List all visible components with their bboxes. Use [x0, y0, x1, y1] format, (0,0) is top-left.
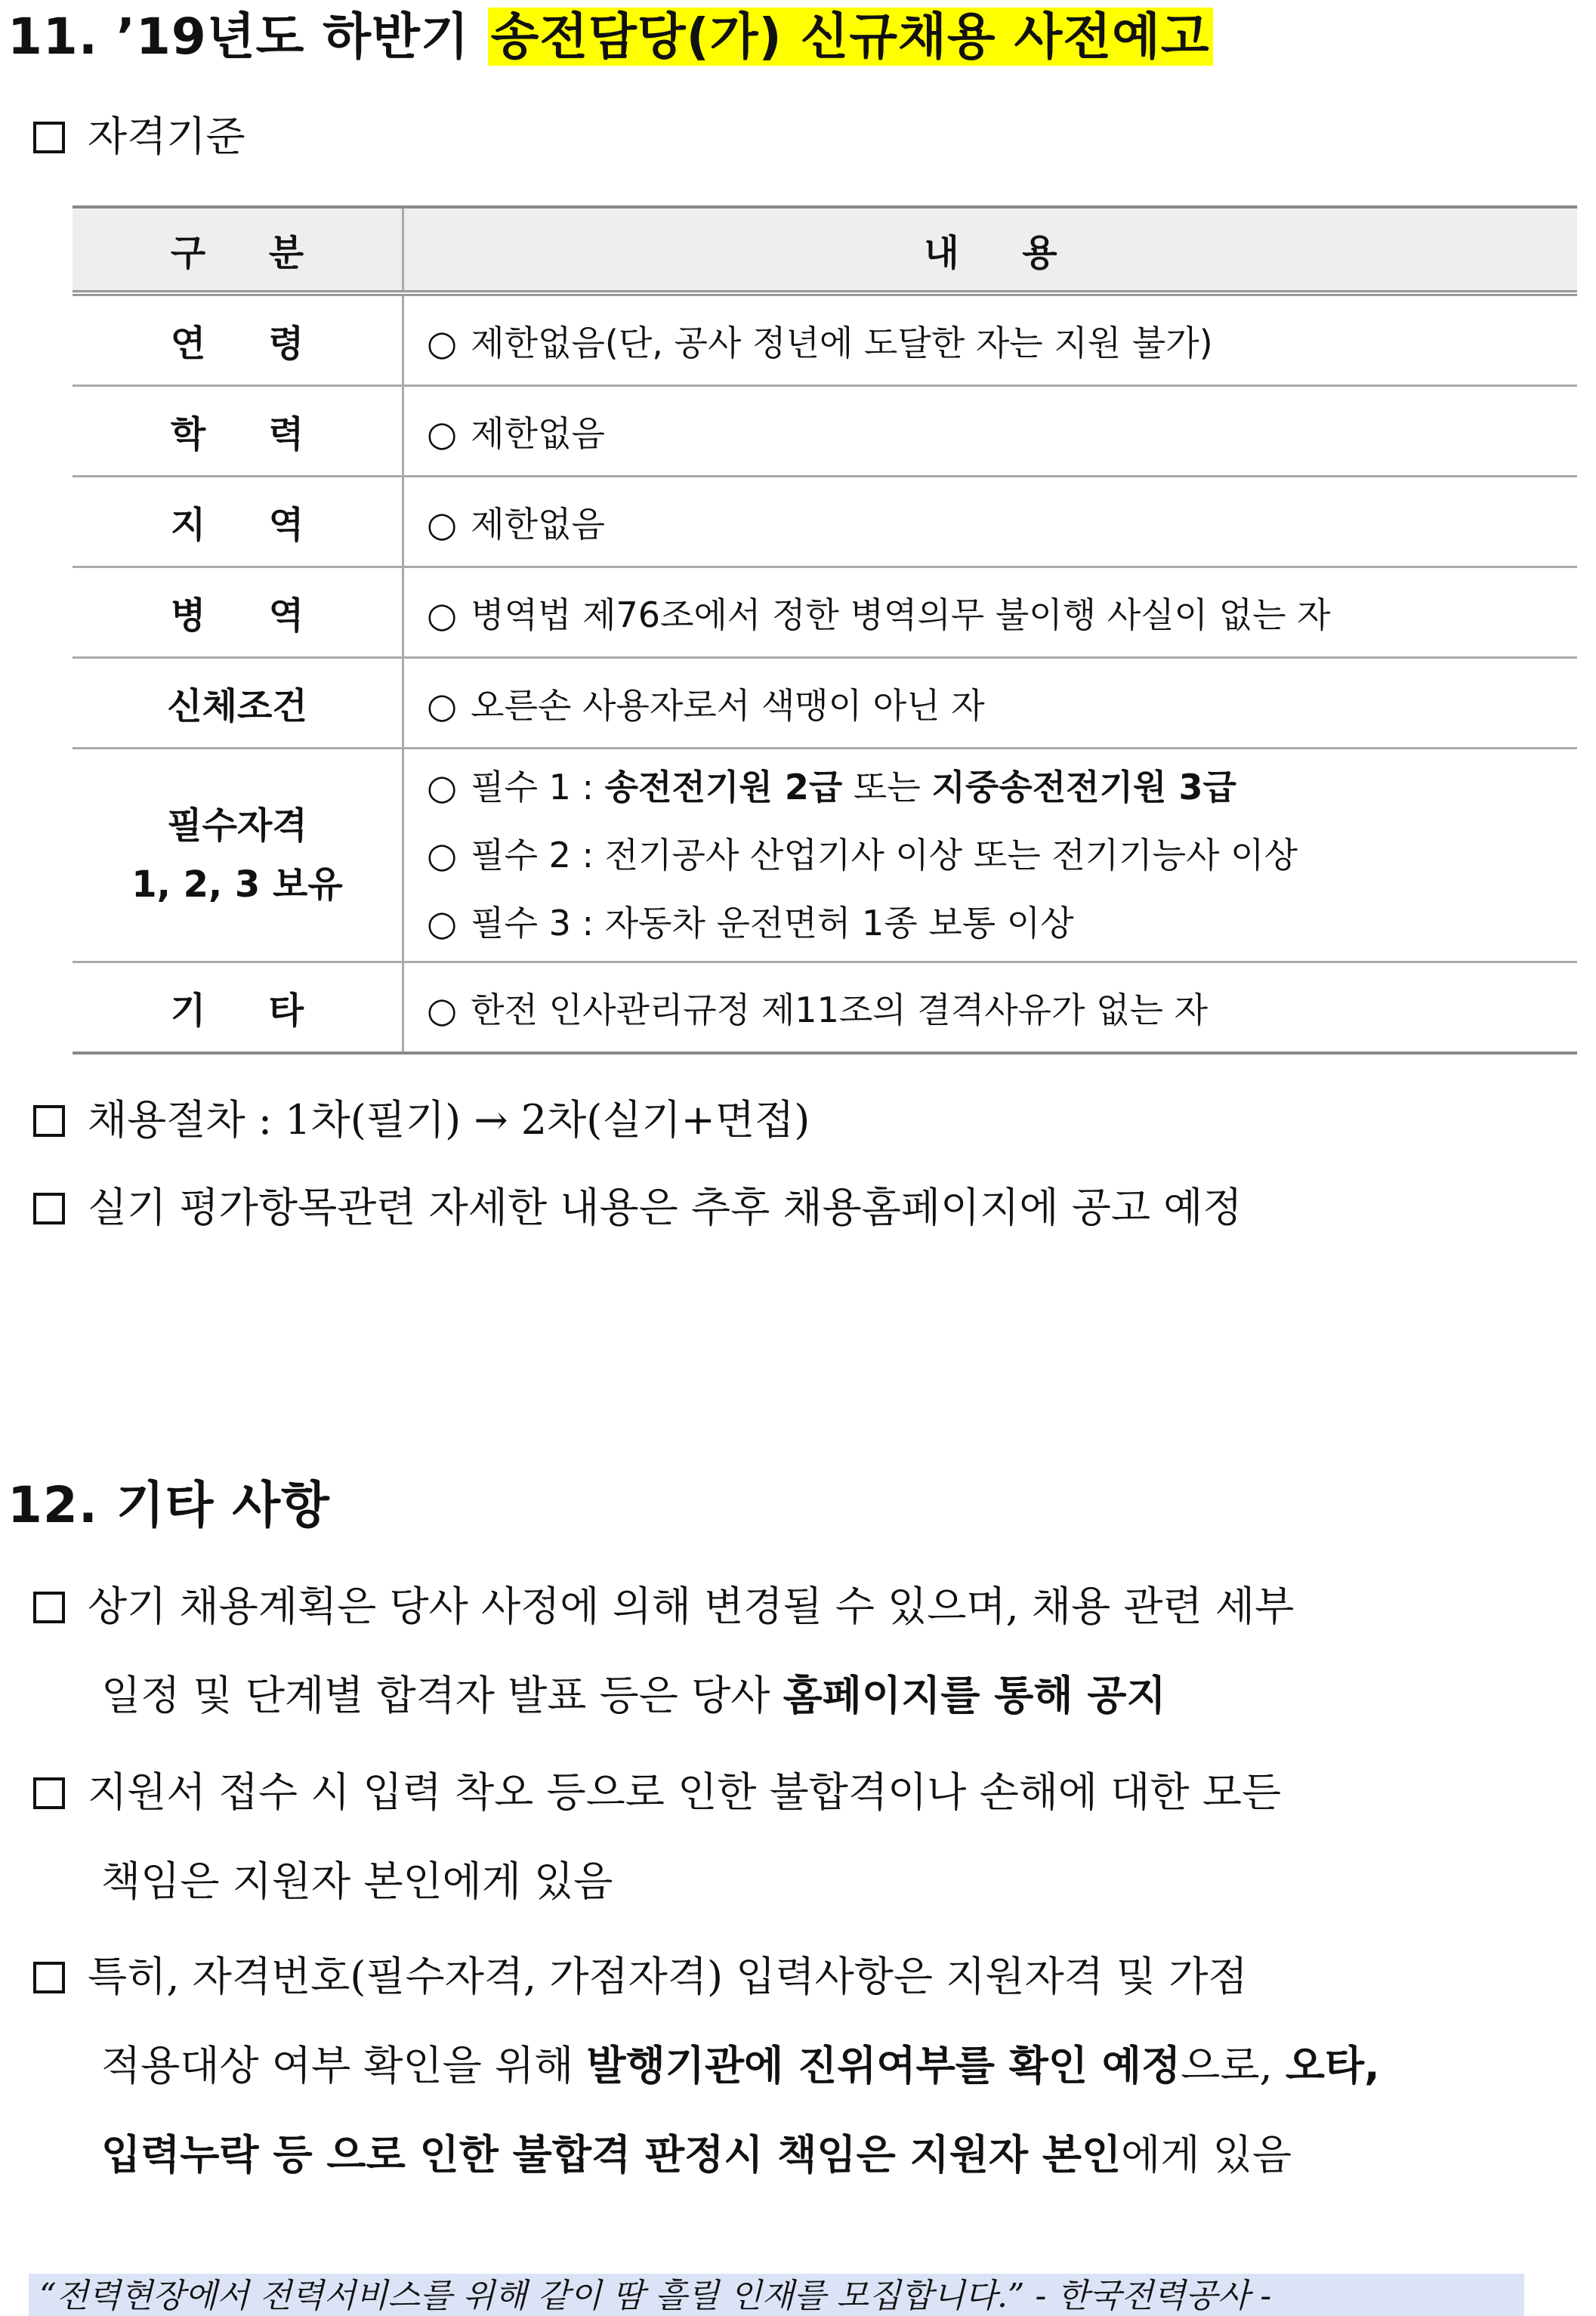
- row-text-etc: 한전 인사관리규정 제11조의 결격사유가 없는 자: [471, 989, 1209, 1030]
- row-text-physical: 오른손 사용자로서 색맹이 아닌 자: [471, 684, 985, 726]
- circle-bullet-icon: ○: [427, 767, 458, 808]
- row-text-age: 제한없음(단, 공사 정년에 도달한 자는 지원 불가): [471, 322, 1213, 363]
- circle-bullet-icon: ○: [427, 903, 458, 943]
- circle-bullet-icon: ○: [427, 412, 458, 454]
- section-11-title: [8, 8, 1213, 66]
- row-text-military: 병역법 제76조에서 정한 병역의무 불이행 사실이 없는 자: [471, 594, 1331, 635]
- footer-slogan: “전력현장에서 전력서비스를 위해 같이 땀 흘릴 인재를 모집합니다.” - 한국전력공사 -: [29, 2274, 1524, 2316]
- table-row: [73, 567, 1577, 658]
- table-header-row: [73, 207, 1577, 293]
- etc-item-2-line-1: 지원서 접수 시 입력 착오 등으로 인한 불합격이나 손해에 대한 모든: [88, 1768, 1282, 1816]
- checkbox-square-icon: [33, 1193, 65, 1224]
- row-text-education: 제한없음: [471, 412, 605, 454]
- section-11-number: 11.: [8, 8, 98, 66]
- practical-line: [33, 1163, 1574, 1252]
- circle-bullet-icon: ○: [427, 322, 458, 363]
- etc-item-1: [33, 1562, 1574, 1651]
- required-item-1: ○ 필수 1 : 송전전기원 2급 또는 지중송전전기원 3급: [427, 767, 1236, 808]
- checkbox-square-icon: [33, 1105, 65, 1137]
- table-row: [73, 386, 1577, 477]
- circle-bullet-icon: ○: [427, 594, 458, 635]
- checkbox-square-icon: [33, 1592, 65, 1623]
- row-label-age: 연 령: [73, 293, 403, 386]
- responsibility-bold: 입력누락 등 으로 인한 불합격 판정시 책임은 지원자 본인: [101, 2131, 1122, 2179]
- etc-item-3: [33, 1932, 1574, 2021]
- row-label-military: 병 역: [73, 567, 403, 658]
- criteria-heading: [33, 92, 1574, 181]
- table-row: [73, 749, 1577, 962]
- required-item-2: ○ 필수 2 : 전기공사 산업기사 이상 또는 전기기능사 이상: [427, 835, 1298, 875]
- row-label-required-1: 필수자격: [167, 804, 307, 847]
- circle-bullet-icon: ○: [427, 835, 458, 875]
- table-row: [73, 962, 1577, 1054]
- row-label-required-2: 1, 2, 3 보유: [131, 863, 343, 906]
- row-label-education: 학 력: [73, 386, 403, 477]
- section-11-highlighted-title: 송전담당(가) 신규채용 사전예고: [488, 8, 1213, 66]
- table-row: [73, 293, 1577, 386]
- etc-item-2-line-2: 책임은 지원자 본인에게 있음: [101, 1857, 613, 1905]
- circle-bullet-icon: ○: [427, 684, 458, 726]
- required-1-bold-a: 송전전기원 2급: [604, 767, 843, 808]
- criteria-label: 자격기준: [88, 113, 245, 160]
- etc-item-1-line-1: 상기 채용계획은 당사 사정에 의해 변경될 수 있으며, 채용 관련 세부: [88, 1583, 1295, 1630]
- homepage-notice-bold: 홈페이지를 통해 공지: [783, 1672, 1166, 1719]
- etc-item-3-line-2: 적용대상 여부 확인을 위해 발행기관에 진위여부를 확인 예정으로, 오타,: [101, 2042, 1380, 2089]
- header-category: 구 분: [73, 207, 403, 293]
- row-label-region: 지 역: [73, 477, 403, 567]
- required-1-bold-b: 지중송전전기원 3급: [931, 767, 1236, 808]
- typo-bold: 오타,: [1285, 2042, 1380, 2089]
- etc-item-3-line-3: 입력누락 등 으로 인한 불합격 판정시 책임은 지원자 본인에게 있음: [101, 2131, 1292, 2179]
- procedure-line: [33, 1076, 1574, 1165]
- section-12-title: 12. 기타 사항: [8, 1476, 330, 1534]
- etc-item-1-line-2: 일정 및 단계별 합격자 발표 등은 당사 홈페이지를 통해 공지: [101, 1672, 1166, 1719]
- checkbox-square-icon: [33, 122, 65, 153]
- checkbox-square-icon: [33, 1777, 65, 1809]
- table-row: [73, 477, 1577, 567]
- procedure-text: 채용절차 : 1차(필기) → 2차(실기+면접): [88, 1096, 810, 1144]
- row-label-physical: 신체조건: [73, 658, 403, 749]
- row-label-etc: 기 타: [73, 962, 403, 1054]
- section-11-title-prefix: ’19년도 하반기: [116, 8, 470, 66]
- circle-bullet-icon: ○: [427, 503, 458, 545]
- required-item-3: ○ 필수 3 : 자동차 운전면허 1종 보통 이상: [427, 903, 1074, 943]
- table-row: [73, 658, 1577, 749]
- circle-bullet-icon: ○: [427, 989, 458, 1030]
- checkbox-square-icon: [33, 1962, 65, 1993]
- row-text-region: 제한없음: [471, 503, 605, 545]
- etc-item-3-line-1: 특히, 자격번호(필수자격, 가점자격) 입력사항은 지원자격 및 가점: [88, 1953, 1248, 2000]
- practical-text: 실기 평가항목관련 자세한 내용은 추후 채용홈페이지에 공고 예정: [88, 1184, 1243, 1231]
- qualification-table: [73, 205, 1577, 1055]
- header-content: 내 용: [403, 207, 1578, 293]
- etc-item-2: [33, 1748, 1574, 1837]
- verification-bold: 발행기관에 진위여부를 확인 예정: [586, 2042, 1181, 2089]
